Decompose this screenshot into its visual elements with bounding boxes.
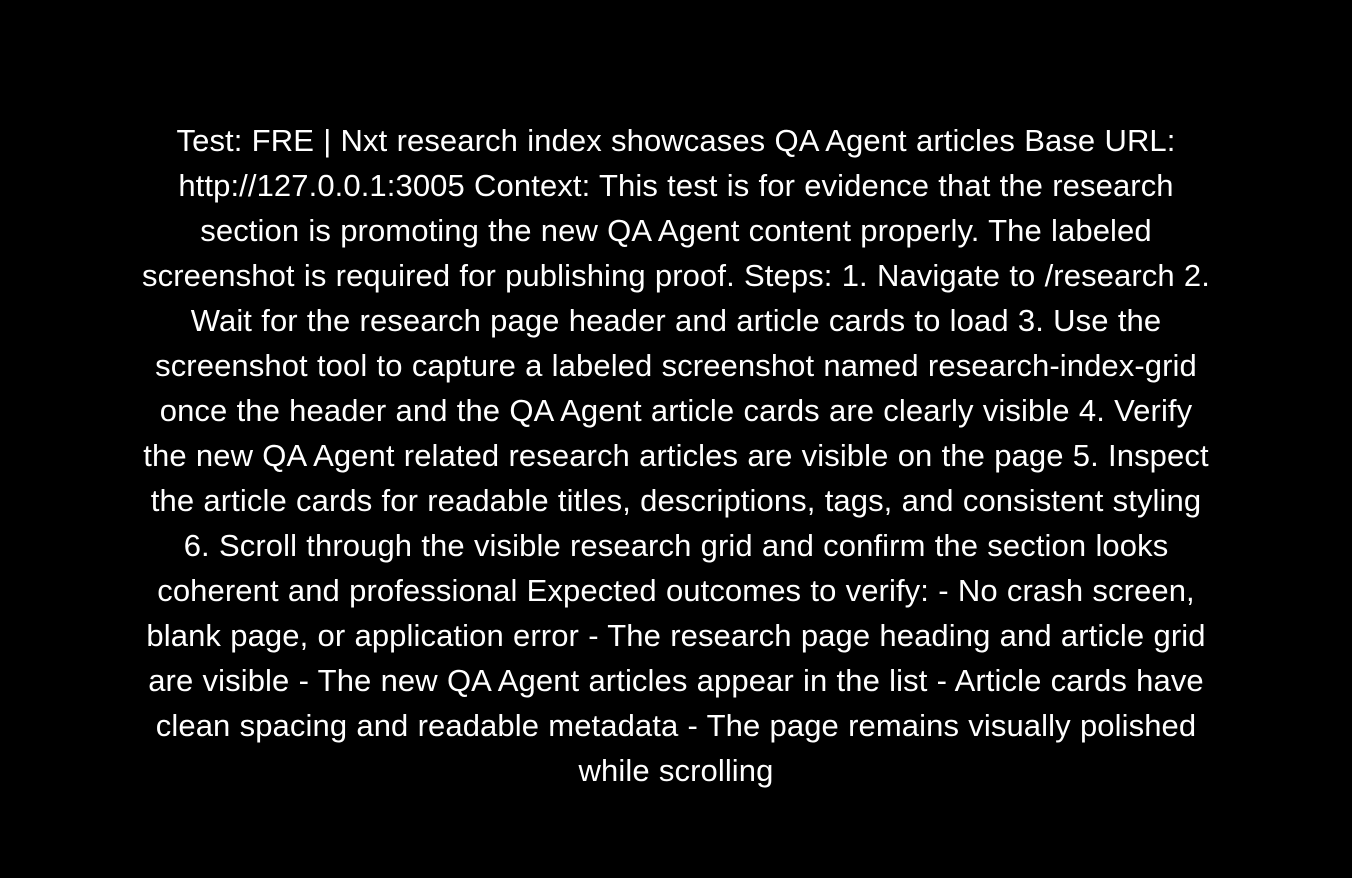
test-case-description: Test: FRE | Nxt research index showcases QA Agent articles Base URL: http://127.0.0.1:3005 Context: This test is for evidence that the research section is promoting the new QA Agent content properly. The labeled screenshot is required for publishing proof. Steps: 1. Navigate to /research 2. Wait for the research page header and article cards to load 3. Use the screenshot tool to capture a labeled screenshot named research-index-grid once the header and the QA Agent article cards are clearly visible 4. Verify the new QA Agent related research articles are visible on the page 5. Inspect the article cards for readable titles, descriptions, tags, and consistent styling 6. Scroll through the visible research grid and confirm the section looks coherent and professional Expected outcomes to verify: - No crash screen, blank page, or application error - The research page heading and article grid are visible - The new QA Agent articles appear in the list - Article cards have clean spacing and readable metadata - The page remains visually polished while scrolling [142,123,1210,788]
